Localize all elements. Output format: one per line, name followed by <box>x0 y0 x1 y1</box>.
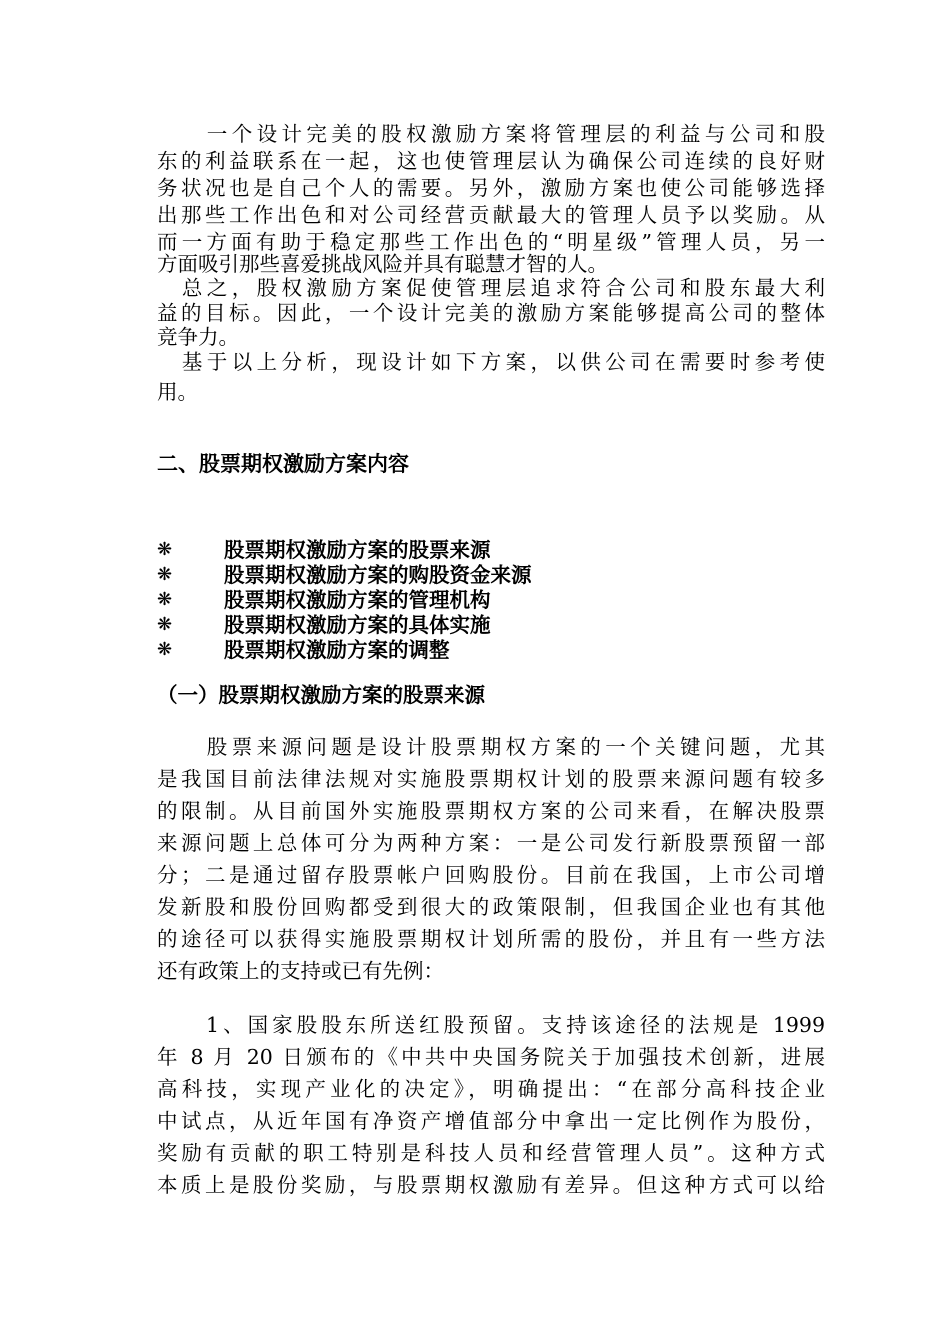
text-line: 方面吸引那些喜爱挑战风险并具有聪慧才智的人。 <box>157 252 608 276</box>
text-line: 是我国目前法律法规对实施股票期权计划的股票来源问题有较多 <box>157 767 825 791</box>
list-item-label: 股票期权激励方案的调整 <box>224 638 450 662</box>
text-line: 东的利益联系在一起，这也使管理层认为确保公司连续的良好财 <box>157 149 825 173</box>
text-line: 的途径可以获得实施股票期权计划所需的股份，并且有一些方法 <box>157 927 825 951</box>
text-line: 来源问题上总体可分为两种方案：一是公司发行新股票预留一部 <box>157 831 825 855</box>
section-heading: 二、股票期权激励方案内容 <box>157 451 409 476</box>
text-line: 股票来源问题是设计股票期权方案的一个关键问题，尤其 <box>157 735 825 759</box>
list-item-label: 股票期权激励方案的管理机构 <box>224 588 491 612</box>
text-line: 基于以上分析，现设计如下方案，以供公司在需要时参考使 <box>157 350 825 374</box>
asterism-bullet-icon: ❋ <box>157 539 173 560</box>
asterism-bullet-icon: ❋ <box>157 614 173 635</box>
list-item-label: 股票期权激励方案的股票来源 <box>224 538 491 562</box>
text-line: 中试点，从近年国有净资产增值部分中拿出一定比例作为股份， <box>157 1109 825 1133</box>
text-line: 还有政策上的支持或已有先例： <box>157 959 444 983</box>
text-line: 出那些工作出色和对公司经营贡献最大的管理人员予以奖励。从 <box>157 203 825 227</box>
text-line: 用。 <box>157 380 198 404</box>
subsection-heading: （一）股票期权激励方案的股票来源 <box>157 683 485 707</box>
text-line: 益的目标。因此，一个设计完美的激励方案能够提高公司的整体 <box>157 301 825 325</box>
asterism-bullet-icon: ❋ <box>157 639 173 660</box>
text-line: 分；二是通过留存股票帐户回购股份。目前在我国，上市公司增 <box>157 863 825 887</box>
text-line: 本质上是股份奖励，与股票期权激励有差异。但这种方式可以给 <box>157 1173 825 1197</box>
text-line: 竞争力。 <box>157 325 239 349</box>
list-item-label: 股票期权激励方案的购股资金来源 <box>224 563 532 587</box>
asterism-bullet-icon: ❋ <box>157 589 173 610</box>
text-line: 而一方面有助于稳定那些工作出色的“明星级”管理人员，另一 <box>157 230 825 254</box>
text-line: 年 8 月 20 日颁布的《中共中央国务院关于加强技术创新，进展 <box>157 1045 825 1069</box>
text-line: 的限制。从目前国外实施股票期权方案的公司来看，在解决股票 <box>157 799 825 823</box>
asterism-bullet-icon: ❋ <box>157 564 173 585</box>
text-line: 1、国家股股东所送红股预留。支持该途径的法规是 1999 <box>157 1013 825 1037</box>
text-line: 奖励有贡献的职工特别是科技人员和经营管理人员”。这种方式 <box>157 1141 825 1165</box>
text-line: 务状况也是自己个人的需要。另外，激励方案也使公司能够选择 <box>157 176 825 200</box>
text-line: 发新股和股份回购都受到很大的政策限制，但我国企业也有其他 <box>157 895 825 919</box>
text-line: 一个设计完美的股权激励方案将管理层的利益与公司和股 <box>157 122 825 146</box>
list-item-label: 股票期权激励方案的具体实施 <box>224 613 491 637</box>
text-line: 高科技，实现产业化的决定》，明确提出：“在部分高科技企业 <box>157 1077 825 1101</box>
text-line: 总之，股权激励方案促使管理层追求符合公司和股东最大利 <box>157 276 825 300</box>
